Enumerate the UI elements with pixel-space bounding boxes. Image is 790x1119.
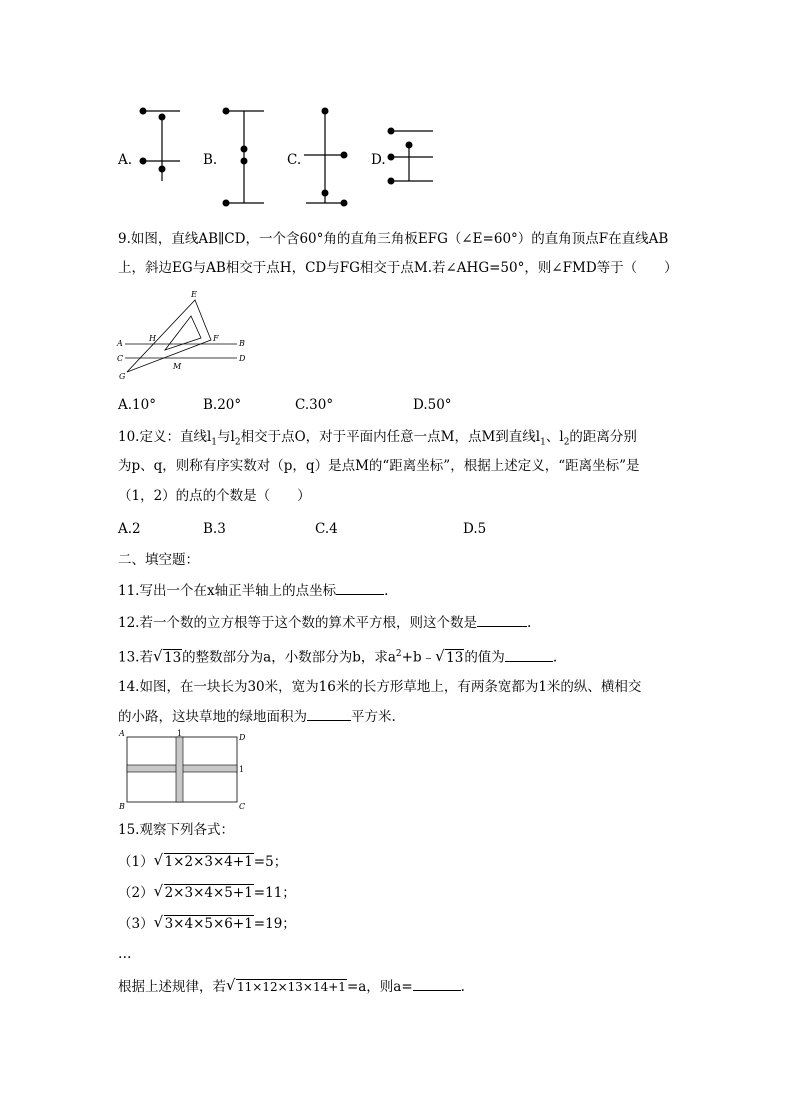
q9-label-m: M xyxy=(173,362,182,371)
q9-label-d: D xyxy=(239,354,246,363)
q13-answer-blank[interactable] xyxy=(505,647,553,662)
q14-label-path-width-right: 1 xyxy=(239,765,245,774)
q15-answer-blank[interactable] xyxy=(413,976,461,991)
q15-title: 15.观察下列各式： xyxy=(118,822,234,838)
q10-option-b[interactable]: B.3 xyxy=(203,521,226,537)
q9-label-b: B xyxy=(239,339,245,348)
q9-label-f: F xyxy=(213,334,219,343)
q14-label-c: C xyxy=(239,802,246,811)
q8-option-a-figure xyxy=(135,103,187,183)
q9-label-e: E xyxy=(191,290,197,299)
q15-eq3: （3） √ 3×4×5×6+1=19； xyxy=(118,913,296,932)
section-fill-in-title: 二、填空题： xyxy=(118,552,199,568)
q9-option-a[interactable]: A.10° xyxy=(118,397,156,413)
q15-question: 根据上述规律，若 √ 11×12×13×14+1=a，则a= . xyxy=(118,976,465,995)
q10-line2: 为p、q，则称有序实数对（p，q）是点M的“距离坐标”，根据上述定义，“距离坐标”是 xyxy=(118,458,640,474)
q12: 12.若一个数的立方根等于这个数的算术平方根，则这个数是 . xyxy=(118,612,531,633)
q9-label-h: H xyxy=(149,334,156,343)
q15-eq1: （1） √ 1×2×3×4+1=5； xyxy=(118,851,288,870)
q13-sqrt-2: √ 13 xyxy=(435,646,464,666)
q9-line1: 9.如图，直线AB∥CD，一个含60°角的直角三角板EFG（∠E=60°）的直角顶点F在直线AB xyxy=(118,231,669,247)
q10-option-a[interactable]: A.2 xyxy=(118,521,141,537)
q14-line1: 14.如图，在一块长为30米，宽为16米的长方形草地上，有两条宽都为1米的纵、横相交 xyxy=(118,679,642,695)
q8-option-d-figure xyxy=(385,123,437,189)
q9-line2: 上，斜边EG与AB相交于点H，CD与FG相交于点M.若∠AHG=50°，则∠FMD等于（ ） xyxy=(118,260,678,276)
q9-label-c: C xyxy=(117,354,124,363)
q10-option-d[interactable]: D.5 xyxy=(463,521,487,537)
q14-line2: 的小路，这块草地的绿地面积为 平方米. xyxy=(118,706,396,727)
q8-option-a-label[interactable]: A. xyxy=(118,152,133,168)
q8-option-b-figure xyxy=(220,103,270,211)
q14-answer-blank[interactable] xyxy=(307,706,351,721)
q9-label-g: G xyxy=(119,372,126,381)
q9-option-b[interactable]: B.20° xyxy=(203,397,242,413)
q11: 11.写出一个在x轴正半轴上的点坐标 . xyxy=(118,580,388,601)
q9-label-a: A xyxy=(117,339,123,348)
q14-label-a: A xyxy=(119,729,125,738)
q8-option-c-figure xyxy=(300,103,356,211)
q15-eq2: （2） √ 2×3×4×5+1=11； xyxy=(118,882,296,901)
q8-option-c-label[interactable]: C. xyxy=(287,152,302,168)
q9-option-c[interactable]: C.30° xyxy=(295,397,334,413)
q14-figure xyxy=(115,728,255,812)
q13: 13.若 √ 13的整数部分为a，小数部分为b，求$a^2+b﹣$ √ 13的值为 . xyxy=(118,646,558,666)
q8-option-b-label[interactable]: B. xyxy=(203,152,218,168)
q8-option-d-label[interactable]: D. xyxy=(371,152,386,168)
q12-answer-blank[interactable] xyxy=(477,612,527,627)
q9-figure xyxy=(115,288,255,382)
q15-ellipsis: … xyxy=(118,946,132,962)
q14-label-b: B xyxy=(119,802,125,811)
q14-label-d: D xyxy=(239,733,246,742)
q10-option-c[interactable]: C.4 xyxy=(315,521,338,537)
q13-sqrt-1: √ 13 xyxy=(152,646,182,666)
q10-line1: 10.定义：直线$l_1$与$l_2$相交于点O，对于平面内任意一点M，点M到直线$l_1$、$l_2$的距离分别 xyxy=(118,429,637,448)
q11-answer-blank[interactable] xyxy=(336,580,384,595)
q10-line3: （1，2）的点的个数是（ ） xyxy=(118,488,311,504)
q14-label-path-width-top: 1 xyxy=(177,729,183,738)
q9-option-d[interactable]: D.50° xyxy=(413,397,452,413)
